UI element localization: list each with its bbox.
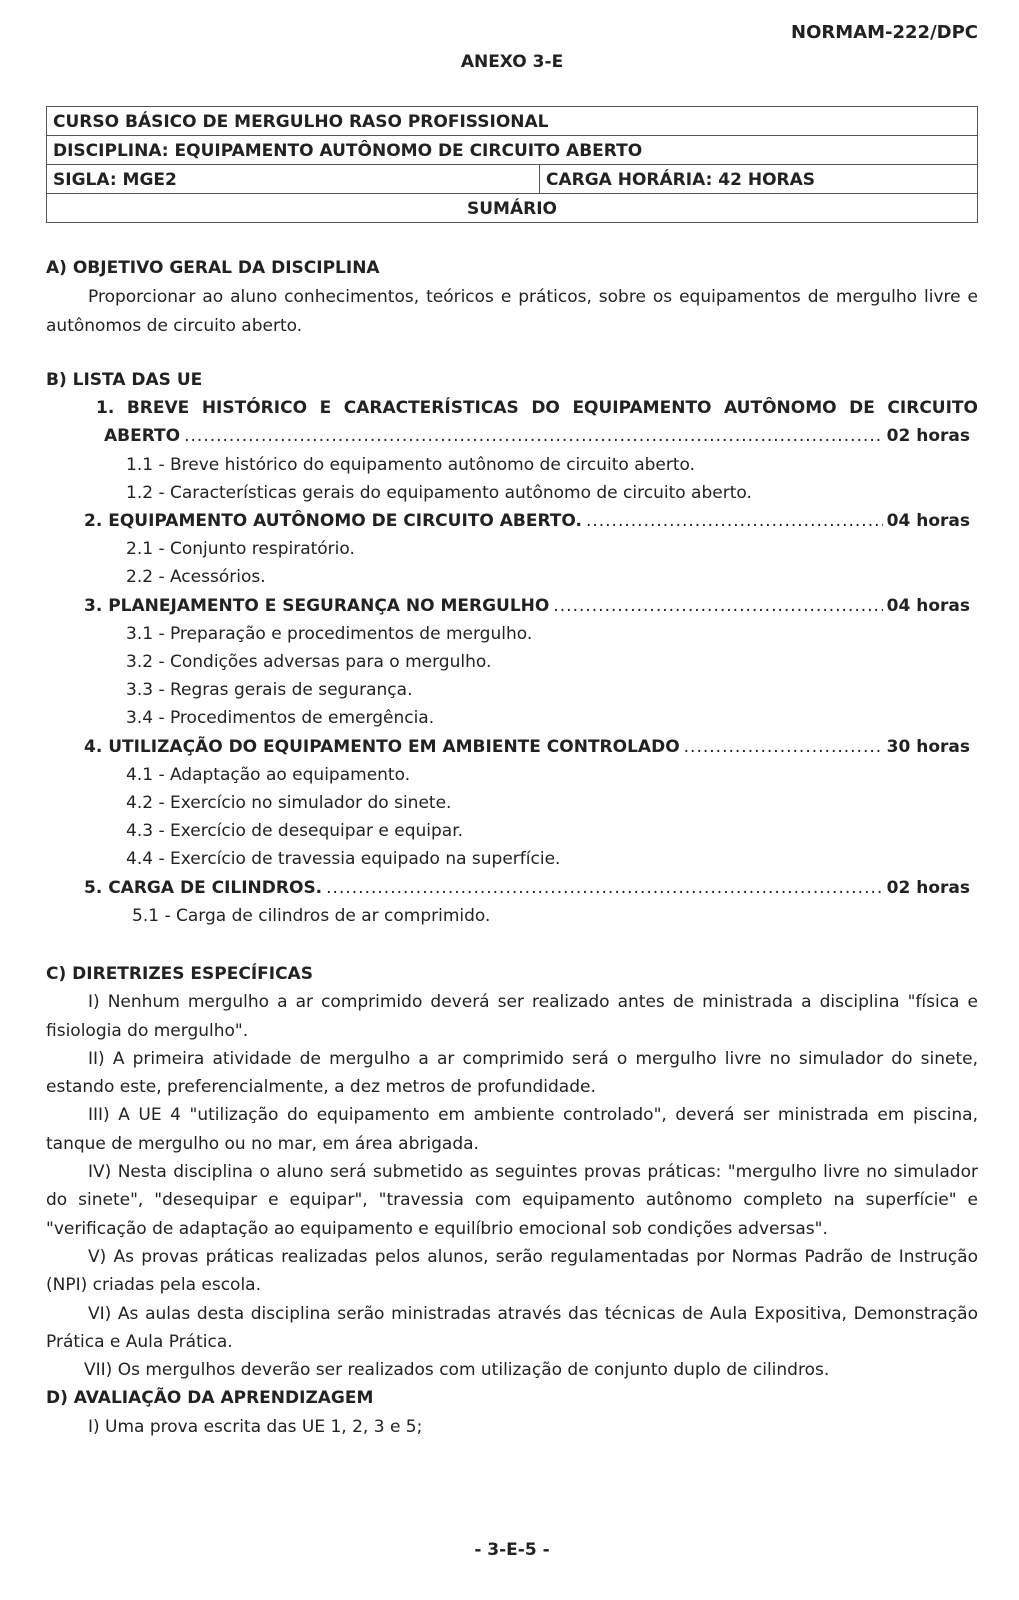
section-a (46, 254, 978, 341)
discipline-workload: CARGA HORÁRIA: 42 HORAS (540, 165, 978, 194)
ue-4-hours: 30 horas (886, 736, 970, 757)
directive-item: I) Nenhum mergulho a ar comprimido deverá ser realizado antes de ministrada a disciplina "física e fisiologia do mergulho". (46, 992, 978, 1041)
ue-1 (46, 394, 978, 450)
directive-item: VII) Os mergulhos deverão ser realizados com utilização de conjunto duplo de cilindros. (84, 1360, 830, 1381)
ue-5-hours: 02 horas (886, 877, 970, 898)
ue-2-hours: 04 horas (886, 511, 970, 532)
annex-title: ANEXO 3-E (460, 52, 564, 72)
section-a-title: A) OBJETIVO GERAL DA DISCIPLINA (46, 258, 380, 278)
list-item: 5.1 - Carga de cilindros de ar comprimido. (132, 905, 491, 926)
section-c-title: C) DIRETRIZES ESPECÍFICAS (46, 964, 313, 984)
course-name: CURSO BÁSICO DE MERGULHO RASO PROFISSIONAL (47, 107, 978, 136)
list-item: 4.2 - Exercício no simulador do sinete. (126, 793, 452, 814)
list-item: 4.1 - Adaptação ao equipamento. (126, 764, 411, 785)
ue-1-hours-line: ABERTO ..... 02 horas (96, 422, 978, 450)
ue-2: 2. EQUIPAMENTO AUTÔNOMO DE CIRCUITO ABERTO. ..... 04 horas (46, 507, 978, 535)
directive-item: VI) As aulas desta disciplina serão ministradas através das técnicas de Aula Expositiva, Demonstração Prática e Aula Prática. (46, 1303, 978, 1352)
section-b (46, 366, 978, 930)
section-c (46, 960, 978, 1441)
document-page (46, 0, 978, 1600)
directive-item: V) As provas práticas realizadas pelos alunos, serão regulamentadas por Normas Padrão de Instrução (NPI) criadas pela escola. (46, 1246, 978, 1296)
list-item: 2.2 - Acessórios. (126, 567, 266, 588)
ue-4: 4. UTILIZAÇÃO DO EQUIPAMENTO EM AMBIENTE CONTROLADO ..... 30 horas (46, 733, 978, 761)
list-item: 2.1 - Conjunto respiratório. (126, 539, 355, 560)
list-item: 3.1 - Preparação e procedimentos de mergulho. (126, 623, 533, 644)
directive-item: II) A primeira atividade de mergulho a ar comprimido será o mergulho livre no simulador do sinete, estando este, preferencialmente, a dez metros de profundidade. (46, 1048, 978, 1098)
ue-3-hours: 04 horas (886, 595, 970, 616)
ue-1-title-line: 1. BREVE HISTÓRICO E CARACTERÍSTICAS DO EQUIPAMENTO AUTÔNOMO DE CIRCUITO (96, 398, 978, 419)
evaluation-item: I) Uma prova escrita das UE 1, 2, 3 e 5; (88, 1416, 423, 1437)
list-item: 4.3 - Exercício de desequipar e equipar. (126, 821, 464, 842)
discipline-name: DISCIPLINA: EQUIPAMENTO AUTÔNOMO DE CIRCUITO ABERTO (47, 136, 978, 165)
directive-item: III) A UE 4 "utilização do equipamento em ambiente controlado", deverá ser ministrada em piscina, tanque de mergulho ou no mar, em área abrigada. (46, 1105, 978, 1154)
discipline-code: SIGLA: MGE2 (47, 165, 540, 194)
ue-3: 3. PLANEJAMENTO E SEGURANÇA NO MERGULHO ..... 04 horas (46, 592, 978, 620)
course-info-table (46, 106, 978, 223)
page-number: - 3-E-5 - (474, 1540, 550, 1560)
section-a-text: Proporcionar ao aluno conhecimentos, teóricos e práticos, sobre os equipamentos de mergulho livre e autônomos de circuito aberto. (46, 287, 978, 336)
section-b-title: B) LISTA DAS UE (46, 370, 203, 390)
summary-heading: SUMÁRIO (47, 194, 978, 223)
section-d-title: D) AVALIAÇÃO DA APRENDIZAGEM (46, 1388, 374, 1409)
ue-5: 5. CARGA DE CILINDROS. ..... 02 horas (46, 874, 978, 902)
ue-1-hours: 02 horas (886, 426, 970, 447)
list-item: 1.2 - Características gerais do equipamento autônomo de circuito aberto. (126, 482, 752, 503)
document-code: NORMAM-222/DPC (791, 22, 978, 43)
list-item: 1.1 - Breve histórico do equipamento autônomo de circuito aberto. (126, 454, 696, 475)
directive-item: IV) Nesta disciplina o aluno será submetido as seguintes provas práticas: "mergulho livre no simulador do sinete", "desequipar e equipar", "travessia com equipamento autônomo completo na superfície" e "verificação de adaptação ao equipamento e equilíbrio emocional sob condições adversas". (46, 1162, 978, 1239)
list-item: 4.4 - Exercício de travessia equipado na superfície. (126, 849, 561, 870)
list-item: 3.4 - Procedimentos de emergência. (126, 708, 435, 729)
list-item: 3.2 - Condições adversas para o mergulho. (126, 652, 492, 673)
list-item: 3.3 - Regras gerais de segurança. (126, 680, 413, 701)
